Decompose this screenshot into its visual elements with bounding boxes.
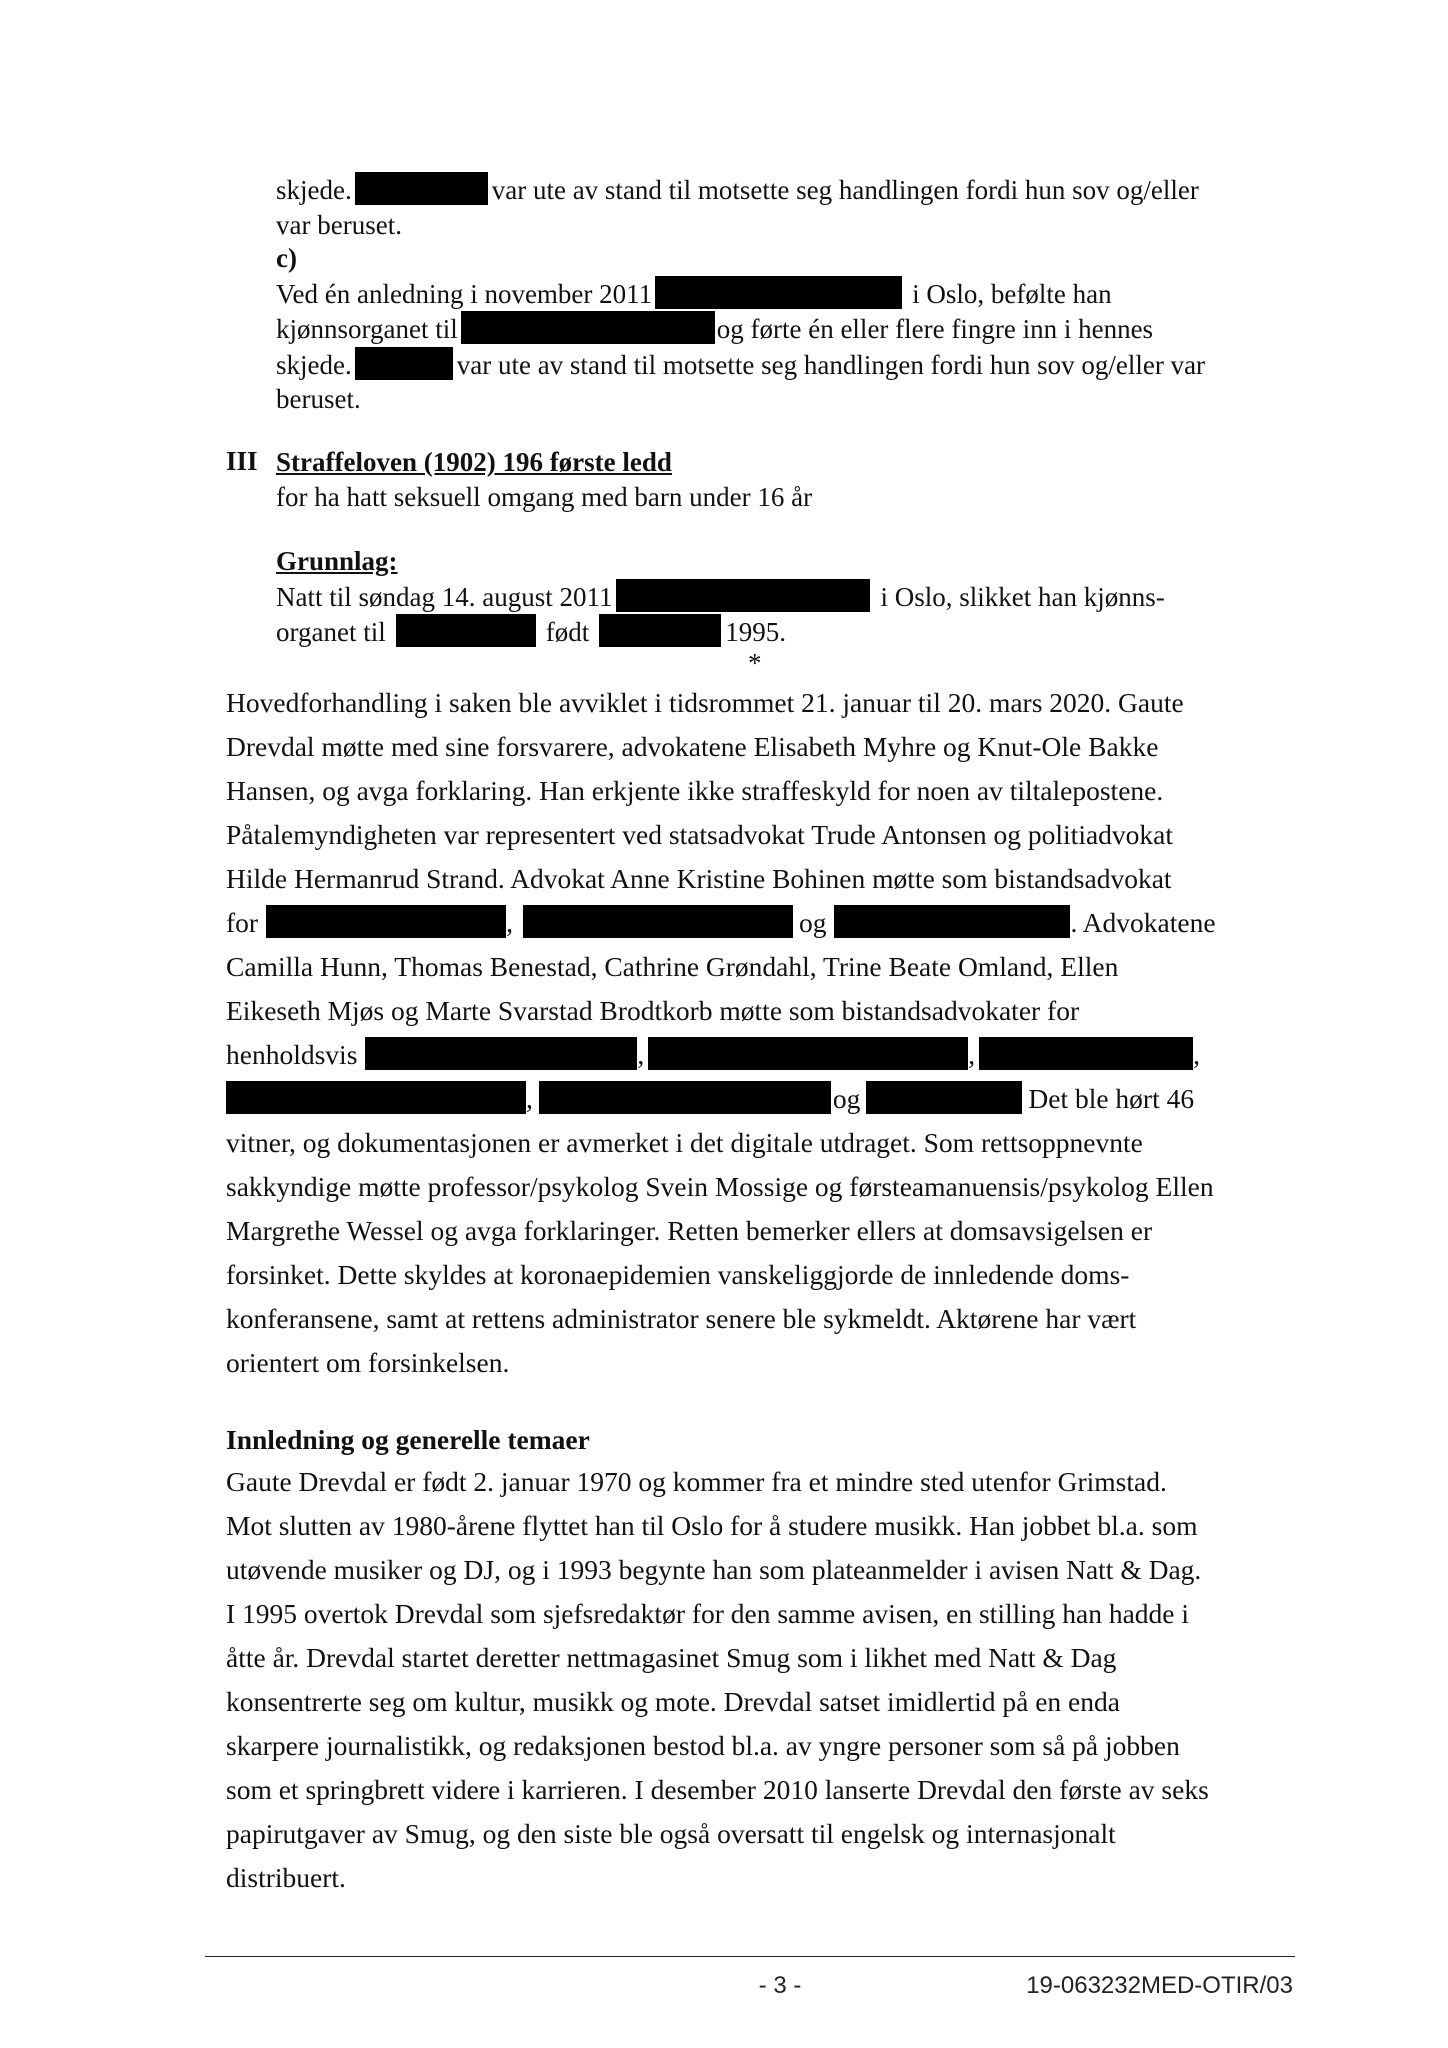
text-line: Hovedforhandling i saken ble avviklet i tidsrommet 21. januar til 20. mars 2020. Gaute xyxy=(226,687,1184,718)
text-line: åtte år. Drevdal startet deretter nettmagasinet Smug som i likhet med Natt & Dag xyxy=(226,1642,1117,1673)
paragraph-innledning xyxy=(226,1460,1306,1900)
item-c-label: c) xyxy=(276,243,297,273)
text-span: , xyxy=(506,907,513,938)
text-line: som et springbrett videre i karrieren. I desember 2010 lanserte Drevdal den første av seks xyxy=(226,1774,1209,1805)
text-span: var ute av stand til motsette seg handlingen fordi hun sov og/eller var xyxy=(456,349,1206,380)
text-line: orientert om forsinkelsen. xyxy=(226,1347,510,1378)
text-span: , xyxy=(968,1039,976,1070)
text-line: konferansene, samt at rettens administrator senere ble sykmeldt. Aktørene har vært xyxy=(226,1303,1137,1334)
text-span: , xyxy=(526,1083,533,1114)
section-heading: Innledning og generelle temaer xyxy=(226,1424,590,1455)
text-span: skjede. xyxy=(276,175,352,205)
text-line xyxy=(276,579,1306,615)
text-line: Gaute Drevdal er født 2. januar 1970 og kommer fra et mindre sted utenfor Grimstad. xyxy=(226,1466,1167,1497)
redaction-bar xyxy=(648,1037,968,1070)
text-line: Drevdal møtte med sine forsvarere, advokatene Elisabeth Myhre og Knut-Ole Bakke xyxy=(226,731,1159,762)
text-span: Natt til søndag 14. august 2011 xyxy=(276,581,613,612)
text-span: Ved én anledning i november 2011 xyxy=(276,278,653,309)
text-span: og xyxy=(832,1083,861,1114)
text-span: skjede. xyxy=(276,349,352,380)
text-line xyxy=(276,347,1306,383)
text-span: i Oslo, slikket han kjønns- xyxy=(880,581,1165,612)
redaction-bar xyxy=(396,614,536,647)
text-span: henholdsvis xyxy=(226,1039,358,1070)
text-line: Camilla Hunn, Thomas Benestad, Cathrine Grøndahl, Trine Beate Omland, Ellen xyxy=(226,951,1119,982)
redaction-bar xyxy=(461,311,715,344)
spacer xyxy=(276,514,1306,544)
redaction-bar xyxy=(226,1081,526,1114)
text-span: og xyxy=(798,907,827,938)
text-line: distribuert. xyxy=(226,1862,346,1893)
text-span: kjønnsorganet til xyxy=(276,314,458,344)
footer-divider xyxy=(205,1956,1295,1957)
redaction-bar xyxy=(523,905,793,938)
text-span: var ute av stand til motsette seg handlingen fordi hun sov og/eller xyxy=(491,175,1199,205)
text-line xyxy=(226,901,1306,945)
text-span: 1995. xyxy=(725,617,786,647)
text-span: og førte én eller flere fingre inn i hennes xyxy=(716,314,1154,344)
text-line: Margrethe Wessel og avga forklaringer. Retten bemerker ellers at domsavsigelsen er xyxy=(226,1215,1153,1246)
redaction-bar xyxy=(655,276,902,309)
text-line xyxy=(276,276,1306,312)
text-line: Hilde Hermanrud Strand. Advokat Anne Kristine Bohinen møtte som bistandsadvokat xyxy=(226,863,1172,894)
redaction-bar xyxy=(539,1081,831,1114)
redaction-bar xyxy=(599,614,721,647)
redaction-bar xyxy=(365,1037,637,1070)
text-line: konsentrerte seg om kultur, musikk og mote. Drevdal satset imidlertid på en enda xyxy=(226,1686,1120,1717)
grunnlag-label: Grunnlag: xyxy=(276,546,398,576)
text-line: Mot slutten av 1980-årene flyttet han til Oslo for å studere musikk. Han jobbet bl.a. som xyxy=(226,1510,1198,1541)
redaction-bar xyxy=(355,172,488,205)
text-span: , xyxy=(1193,1039,1201,1070)
text-line xyxy=(276,172,1306,208)
redaction-bar xyxy=(616,579,870,612)
text-line xyxy=(276,614,1306,650)
text-span: organet til xyxy=(276,617,386,647)
text-line xyxy=(226,1077,1306,1121)
text-line: papirutgaver av Smug, og den siste ble også oversatt til engelsk og internasjonalt xyxy=(226,1818,1116,1849)
text-line: Hansen, og avga forklaring. Han erkjente ikke straffeskyld for noen av tiltalepostene. xyxy=(226,775,1164,806)
text-span: Det ble hørt 46 xyxy=(1028,1083,1195,1114)
section-iii-number: III xyxy=(226,446,258,476)
section-iii-title: Straffeloven (1902) 196 første ledd xyxy=(276,447,672,477)
text-span: , xyxy=(637,1039,645,1070)
separator-star: * xyxy=(748,648,762,678)
redaction-bar xyxy=(355,347,453,380)
text-line xyxy=(276,311,1306,347)
text-line: utøvende musiker og DJ, og i 1993 begynte han som plateanmelder i avisen Natt & Dag. xyxy=(226,1554,1202,1585)
text-span: i Oslo, befølte han xyxy=(912,278,1112,309)
text-line: var beruset. xyxy=(276,209,402,240)
redaction-bar xyxy=(266,905,506,938)
redaction-bar xyxy=(834,905,1070,938)
section-iii xyxy=(276,445,1306,650)
item-c xyxy=(276,241,1306,417)
item-b-continuation xyxy=(276,172,1306,242)
text-line: Påtalemyndigheten var representert ved statsadvokat Trude Antonsen og politiadvokat xyxy=(226,819,1174,850)
text-line: Eikeseth Mjøs og Marte Svarstad Brodtkorb møtte som bistandsadvokater for xyxy=(226,995,1080,1026)
text-line: sakkyndige møtte professor/psykolog Svein Mossige og førsteamanuensis/psykolog Ellen xyxy=(226,1171,1214,1202)
page-number: - 3 - xyxy=(758,1972,802,1999)
redaction-bar xyxy=(866,1081,1022,1114)
text-line: beruset. xyxy=(276,384,361,414)
case-number: 19-063232MED-OTIR/03 xyxy=(1026,1972,1293,1999)
text-line: forsinket. Dette skyldes at koronaepidemien vanskeliggjorde de innledende doms- xyxy=(226,1259,1130,1290)
text-line: skarpere journalistikk, og redaksjonen bestod bl.a. av yngre personer som så på jobben xyxy=(226,1730,1180,1761)
text-line: I 1995 overtok Drevdal som sjefsredaktør for den samme avisen, en stilling han hadde i xyxy=(226,1598,1190,1629)
text-line xyxy=(226,1033,1306,1077)
text-span: født xyxy=(545,617,590,647)
redaction-bar xyxy=(979,1037,1193,1070)
text-span: for xyxy=(226,907,259,938)
section-iii-description: for ha hatt seksuell omgang med barn under 16 år xyxy=(276,481,813,512)
text-line: vitner, og dokumentasjonen er avmerket i det digitale utdraget. Som rettsoppnevnte xyxy=(226,1127,1143,1158)
text-span: . Advokatene xyxy=(1070,907,1216,938)
paragraph-hovedforhandling xyxy=(226,681,1306,1385)
